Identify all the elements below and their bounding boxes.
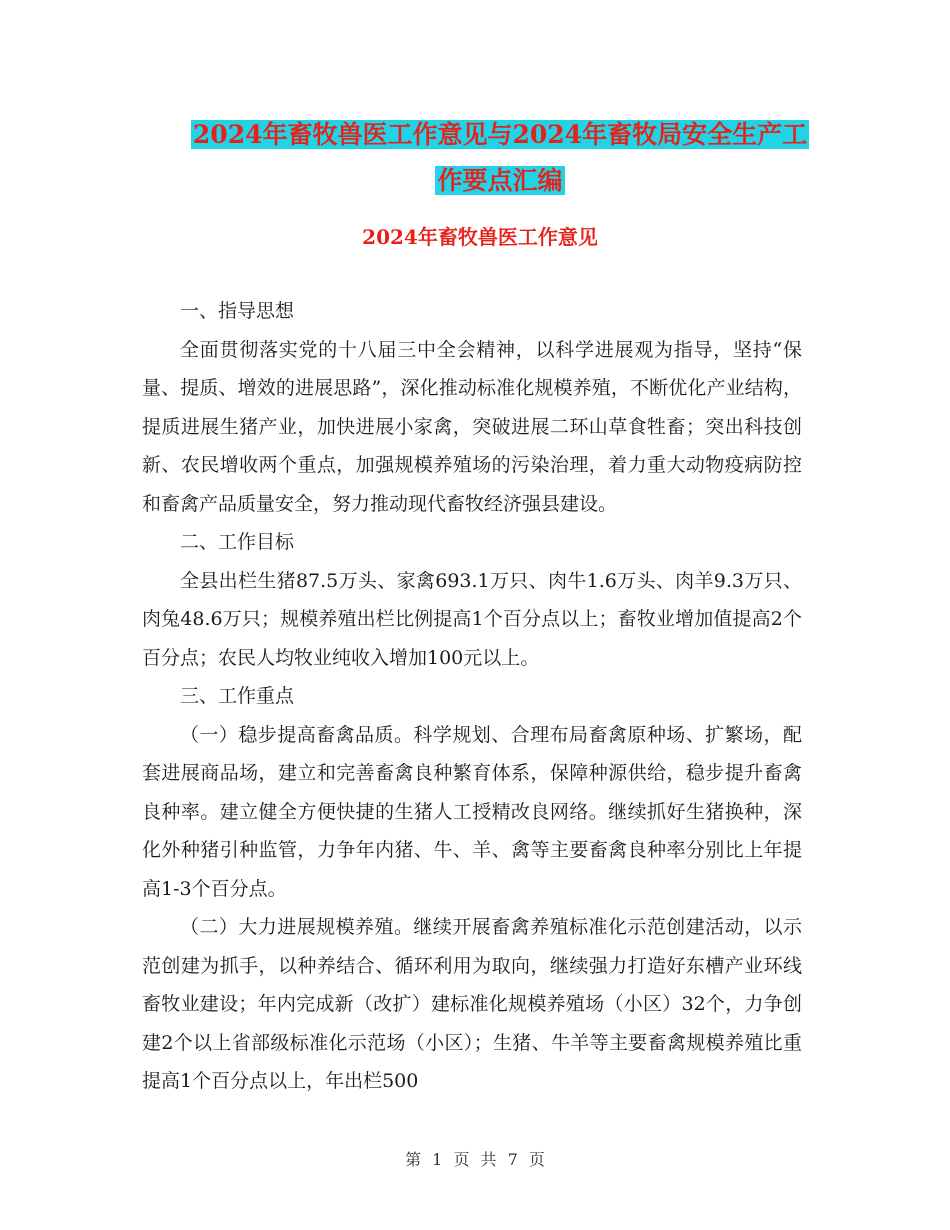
- section-title: 2024年畜牧兽医工作意见: [362, 225, 598, 249]
- heading-guiding-ideology: 一、指导思想: [180, 300, 295, 322]
- heading-work-goals: 二、工作目标: [180, 531, 295, 553]
- paragraph-focus-2: （二）大力进展规模养殖。继续开展畜禽养殖标准化示范创建活动，以示范创建为抓手，以种养结合、循环利用为取向，继续强力打造好东槽产业环线畜牧业建设；年内完成新（改扩）建标准化规模养殖场（小区）32个，力争创建2个以上省部级标准化示范场（小区）；生猪、牛羊等主要畜禽规模养殖比重提高1个百分点以上，年出栏500: [142, 916, 802, 1092]
- paragraph-work-goals: 全县出栏生猪87.5万头、家禽693.1万只、肉牛1.6万头、肉羊9.3万只、肉兔48.6万只；规模养殖出栏比例提高1个百分点以上；畜牧业增加值提高2个百分点；农民人均牧业纯收入增加100元以上。: [142, 569, 802, 669]
- document-title: [140, 112, 860, 204]
- heading-work-focus: 三、工作重点: [180, 685, 295, 707]
- document-body: [142, 292, 802, 1101]
- paragraph-focus-1: （一）稳步提高畜禽品质。科学规划、合理布局畜禽原种场、扩繁场，配套进展商品场，建立和完善畜禽良种繁育体系，保障种源供给，稳步提升畜禽良种率。建立健全方便快捷的生猪人工授精改良网络。继续抓好生猪换种，深化外种猪引种监管，力争年内猪、牛、羊、禽等主要畜禽良种率分别比上年提高1-3个百分点。: [142, 723, 802, 900]
- document-title-line-1: 2024年畜牧兽医工作意见与2024年畜牧局安全生产工: [192, 120, 808, 149]
- document-title-line-2: 作要点汇编: [437, 166, 563, 195]
- page-number-footer: 第 1 页 共 7 页: [405, 1150, 545, 1169]
- paragraph-guiding-ideology: 全面贯彻落实党的十八届三中全会精神，以科学进展观为指导，坚持“保量、提质、增效的进展思路”，深化推动标准化规模养殖，不断优化产业结构，提质进展生猪产业，加快进展小家禽，突破进展二环山草食牲畜；突出科技创新、农民增收两个重点，加强规模养殖场的污染治理，着力重大动物疫病防控和畜禽产品质量安全，努力推动现代畜牧经济强县建设。: [142, 338, 802, 515]
